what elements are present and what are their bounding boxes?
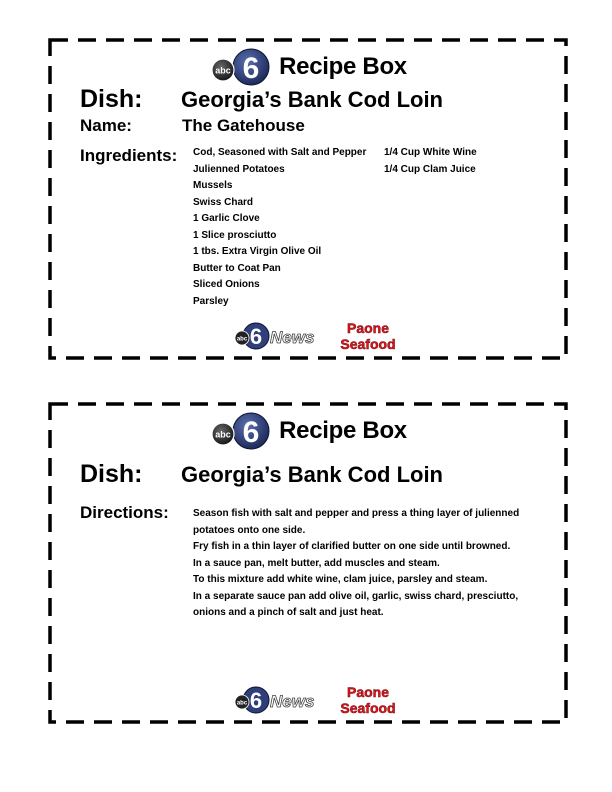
ingredient-item: 1/4 Cup White Wine [384, 147, 477, 158]
recipe-card-ingredients [48, 38, 568, 360]
svg-text:abc: abc [215, 429, 231, 440]
ingredient-item: Parsley [193, 295, 229, 307]
ingredient-item: 1 Slice prosciutto [193, 229, 277, 241]
ingredient-item: Julienned Potatoes [193, 163, 285, 175]
svg-text:6: 6 [249, 688, 263, 713]
ingredient-item: Swiss Chard [193, 196, 254, 208]
direction-step: Season fish with salt and pepper and press a thing layer of julienned potatoes onto one side. [193, 508, 520, 536]
header-title: Recipe Box [279, 53, 407, 80]
ingredient-item: Cod, Seasoned with Salt and Pepper [193, 147, 367, 158]
svg-text:abc: abc [236, 336, 248, 343]
direction-step: To this mixture add white wine, clam juice, parsley and steam. [193, 574, 488, 585]
paone-seafood-logo [332, 319, 404, 353]
abc6-news-logo [234, 685, 326, 715]
directions-list [193, 506, 543, 622]
direction-step: In a sauce pan, melt butter, add muscles and steam. [193, 557, 440, 569]
svg-text:News: News [270, 328, 315, 347]
dish-label: Dish: [80, 85, 143, 113]
svg-text:6: 6 [242, 416, 260, 449]
recipe-card-directions [48, 402, 568, 724]
svg-text:Seafood: Seafood [340, 336, 396, 352]
svg-text:News: News [270, 692, 315, 711]
abc6-news-logo [234, 321, 326, 351]
directions-label: Directions: [80, 503, 169, 522]
ingredients-list-col1 [193, 145, 366, 310]
svg-text:6: 6 [249, 324, 263, 349]
svg-text:Seafood: Seafood [340, 700, 396, 716]
ingredient-item: 1 tbs. Extra Virgin Olive Oil [193, 246, 322, 257]
svg-text:abc: abc [215, 65, 231, 76]
card-header [48, 47, 568, 87]
svg-text:abc: abc [236, 700, 248, 707]
abc6-logo [209, 47, 271, 87]
svg-text:6: 6 [242, 52, 260, 85]
name-label: Name: [80, 116, 132, 135]
ingredient-item: 1 Garlic Clove [193, 213, 260, 224]
header-title: Recipe Box [279, 417, 407, 444]
ingredient-item: 1/4 Cup Clam Juice [384, 163, 476, 175]
card-header [48, 411, 568, 451]
ingredient-item: Mussels [193, 180, 233, 191]
abc6-logo [209, 411, 271, 451]
dish-label: Dish: [80, 460, 143, 488]
direction-step: In a separate sauce pan add olive oil, garlic, swiss chard, presciutto, onions and a pinch of salt and just heat. [193, 590, 519, 618]
svg-text:Paone: Paone [346, 320, 390, 336]
dish-value: Georgia’s Bank Cod Loin [181, 87, 443, 112]
footer-logos [234, 318, 404, 354]
paone-seafood-logo [332, 683, 404, 717]
ingredient-item: Butter to Coat Pan [193, 262, 281, 274]
ingredients-label: Ingredients: [80, 146, 178, 165]
direction-step: Fry fish in a thin layer of clarified butter on one side until browned. [193, 541, 511, 552]
name-value: The Gatehouse [182, 116, 305, 135]
ingredients-list-col2 [384, 145, 477, 178]
svg-text:Paone: Paone [346, 684, 390, 700]
ingredient-item: Sliced Onions [193, 279, 260, 290]
dish-value: Georgia’s Bank Cod Loin [181, 462, 443, 487]
footer-logos [234, 682, 404, 718]
